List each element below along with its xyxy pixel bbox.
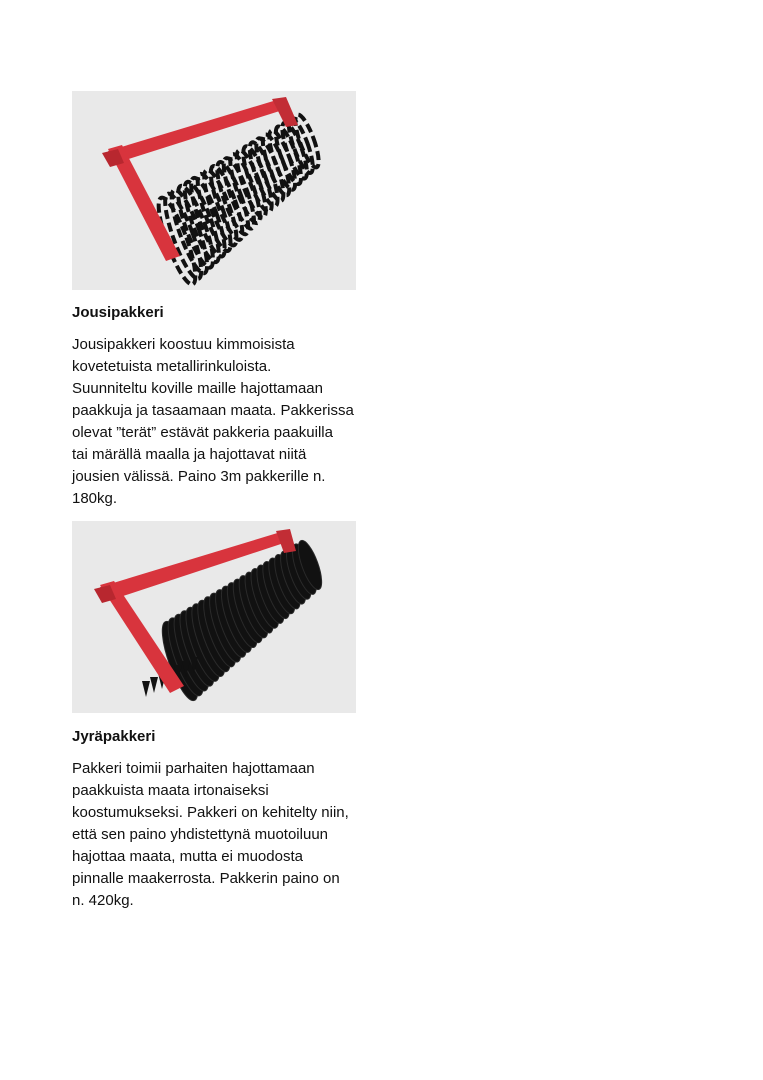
roller-packer-image bbox=[72, 521, 356, 713]
text-line: kovetetuista metallirinkuloista. bbox=[72, 358, 272, 375]
text-line: pinnalle maakerrosta. Pakkerin paino on bbox=[72, 870, 340, 887]
text-line: paakkuja ja tasaamaan maata. Pakkerissa bbox=[72, 402, 354, 419]
spring-packer-image bbox=[72, 91, 356, 290]
text-line: koostumukseksi. Pakkeri on kehitelty niin, bbox=[72, 804, 349, 821]
roller-packer-image bbox=[72, 521, 356, 713]
section-text-spring-packer bbox=[72, 334, 372, 510]
text-line: paakkuista maata irtonaiseksi bbox=[72, 782, 269, 799]
text-line: olevat ”terät” estävät pakkeria paakuilla bbox=[72, 424, 333, 441]
text-line: Jousipakkeri koostuu kimmoisista bbox=[72, 336, 295, 353]
text-line: että sen paino yhdistettynä muotoiluun bbox=[72, 826, 329, 843]
text-line: tai märällä maalla ja hajottavat niitä bbox=[72, 446, 307, 463]
text-line: Suunniteltu koville maille hajottamaan bbox=[72, 380, 323, 397]
section-text-roller-packer bbox=[72, 758, 372, 912]
spring-packer-roller-image bbox=[72, 91, 356, 290]
text-line: 180kg. bbox=[72, 490, 118, 507]
text-line: n. 420kg. bbox=[72, 892, 134, 909]
text-line: Pakkeri toimii parhaiten hajottamaan bbox=[72, 760, 315, 777]
section-title-spring-packer: Jousipakkeri bbox=[72, 304, 164, 321]
text-line: jousien välissä. Paino 3m pakkerille n. bbox=[72, 468, 326, 485]
section-title-roller-packer: Jyräpakkeri bbox=[72, 728, 156, 745]
text-line: hajottaa maata, mutta ei muodosta bbox=[72, 848, 303, 865]
